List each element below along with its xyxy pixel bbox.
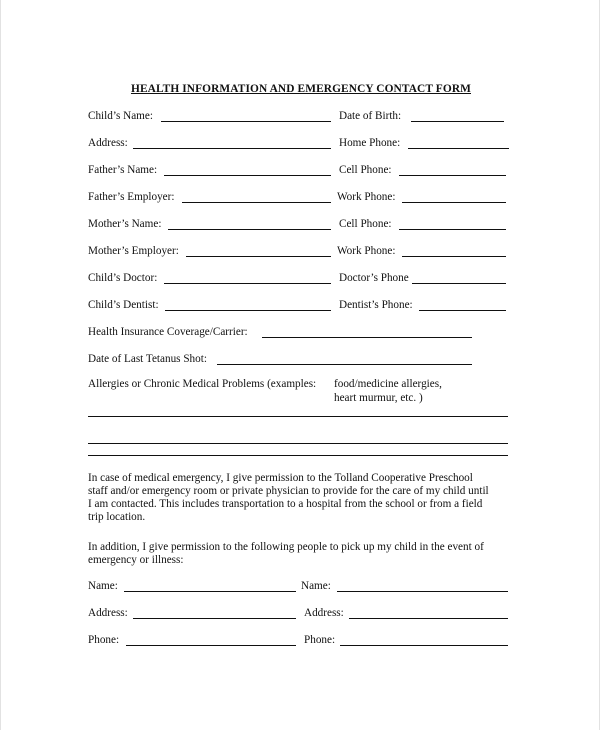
- home-phone-field[interactable]: [408, 148, 509, 149]
- contact-1-phone-label: Phone:: [88, 634, 120, 646]
- childs-doctor-label: Child’s Doctor:: [88, 272, 158, 284]
- fathers-name-field[interactable]: [164, 175, 331, 176]
- address-label: Address:: [88, 137, 128, 149]
- consent-line: I am contacted. This includes transportation to a hospital from the school or from a field: [88, 498, 483, 510]
- contact-2-phone-field[interactable]: [340, 645, 508, 646]
- allergies-line-1[interactable]: [88, 416, 508, 417]
- contact-2-name-label: Name:: [301, 580, 331, 592]
- consent-paragraph: [88, 472, 518, 524]
- contact-1-name-field[interactable]: [124, 591, 296, 592]
- consent-line: staff and/or emergency room or private physician to provide for the care of my child until: [88, 485, 489, 497]
- contact-2-address-label: Address:: [304, 607, 344, 619]
- address-field[interactable]: [133, 148, 331, 149]
- mothers-employer-field[interactable]: [186, 256, 331, 257]
- contact-1-address-label: Address:: [88, 607, 128, 619]
- childs-name-label: Child’s Name:: [88, 110, 153, 122]
- work-phone-field[interactable]: [402, 256, 506, 257]
- allergies-line-2[interactable]: [88, 443, 508, 444]
- contact-1-phone-field[interactable]: [126, 645, 296, 646]
- contact-2-address-field[interactable]: [349, 618, 508, 619]
- pickup-paragraph: [88, 541, 518, 567]
- cell-phone-label: Cell Phone:: [339, 164, 392, 176]
- section-divider: [88, 455, 508, 456]
- dentists-phone-field[interactable]: [419, 310, 506, 311]
- date-of-birth-label: Date of Birth:: [339, 110, 402, 122]
- contact-1-address-field[interactable]: [133, 618, 296, 619]
- contact-1-name-label: Name:: [88, 580, 118, 592]
- work-phone-field[interactable]: [402, 202, 506, 203]
- health-insurance-label: Health Insurance Coverage/Carrier:: [88, 326, 248, 338]
- form-title: HEALTH INFORMATION AND EMERGENCY CONTACT FORM: [130, 83, 471, 95]
- work-phone-label: Work Phone:: [337, 245, 396, 257]
- fathers-employer-field[interactable]: [182, 202, 331, 203]
- childs-dentist-label: Child’s Dentist:: [88, 299, 159, 311]
- home-phone-label: Home Phone:: [339, 137, 401, 149]
- tetanus-shot-label: Date of Last Tetanus Shot:: [88, 353, 207, 365]
- date-of-birth-field[interactable]: [411, 121, 504, 122]
- fathers-employer-label: Father’s Employer:: [88, 191, 175, 203]
- consent-line: trip location.: [88, 511, 146, 523]
- dentists-phone-label: Dentist’s Phone:: [339, 299, 413, 311]
- childs-dentist-field[interactable]: [165, 310, 331, 311]
- fathers-name-label: Father’s Name:: [88, 164, 158, 176]
- contact-2-name-field[interactable]: [337, 591, 508, 592]
- tetanus-shot-field[interactable]: [217, 364, 472, 365]
- mothers-name-field[interactable]: [168, 229, 331, 230]
- mothers-name-label: Mother’s Name:: [88, 218, 162, 230]
- work-phone-label: Work Phone:: [337, 191, 396, 203]
- allergies-example-2: heart murmur, etc. ): [334, 392, 423, 404]
- childs-doctor-field[interactable]: [164, 283, 331, 284]
- doctors-phone-label: Doctor’s Phone: [339, 272, 409, 284]
- doctors-phone-field[interactable]: [412, 283, 506, 284]
- consent-line: In case of medical emergency, I give permission to the Tolland Cooperative Preschool: [88, 472, 473, 484]
- cell-phone-field[interactable]: [399, 175, 506, 176]
- allergies-label: Allergies or Chronic Medical Problems (examples:: [88, 378, 317, 390]
- health-insurance-field[interactable]: [262, 337, 472, 338]
- childs-name-field[interactable]: [161, 121, 331, 122]
- mothers-employer-label: Mother’s Employer:: [88, 245, 179, 257]
- allergies-example-1: food/medicine allergies,: [334, 378, 442, 390]
- contact-2-phone-label: Phone:: [304, 634, 336, 646]
- cell-phone-field[interactable]: [399, 229, 506, 230]
- pickup-line: In addition, I give permission to the following people to pick up my child in the event of: [88, 541, 484, 553]
- pickup-line: emergency or illness:: [88, 554, 184, 566]
- cell-phone-label: Cell Phone:: [339, 218, 392, 230]
